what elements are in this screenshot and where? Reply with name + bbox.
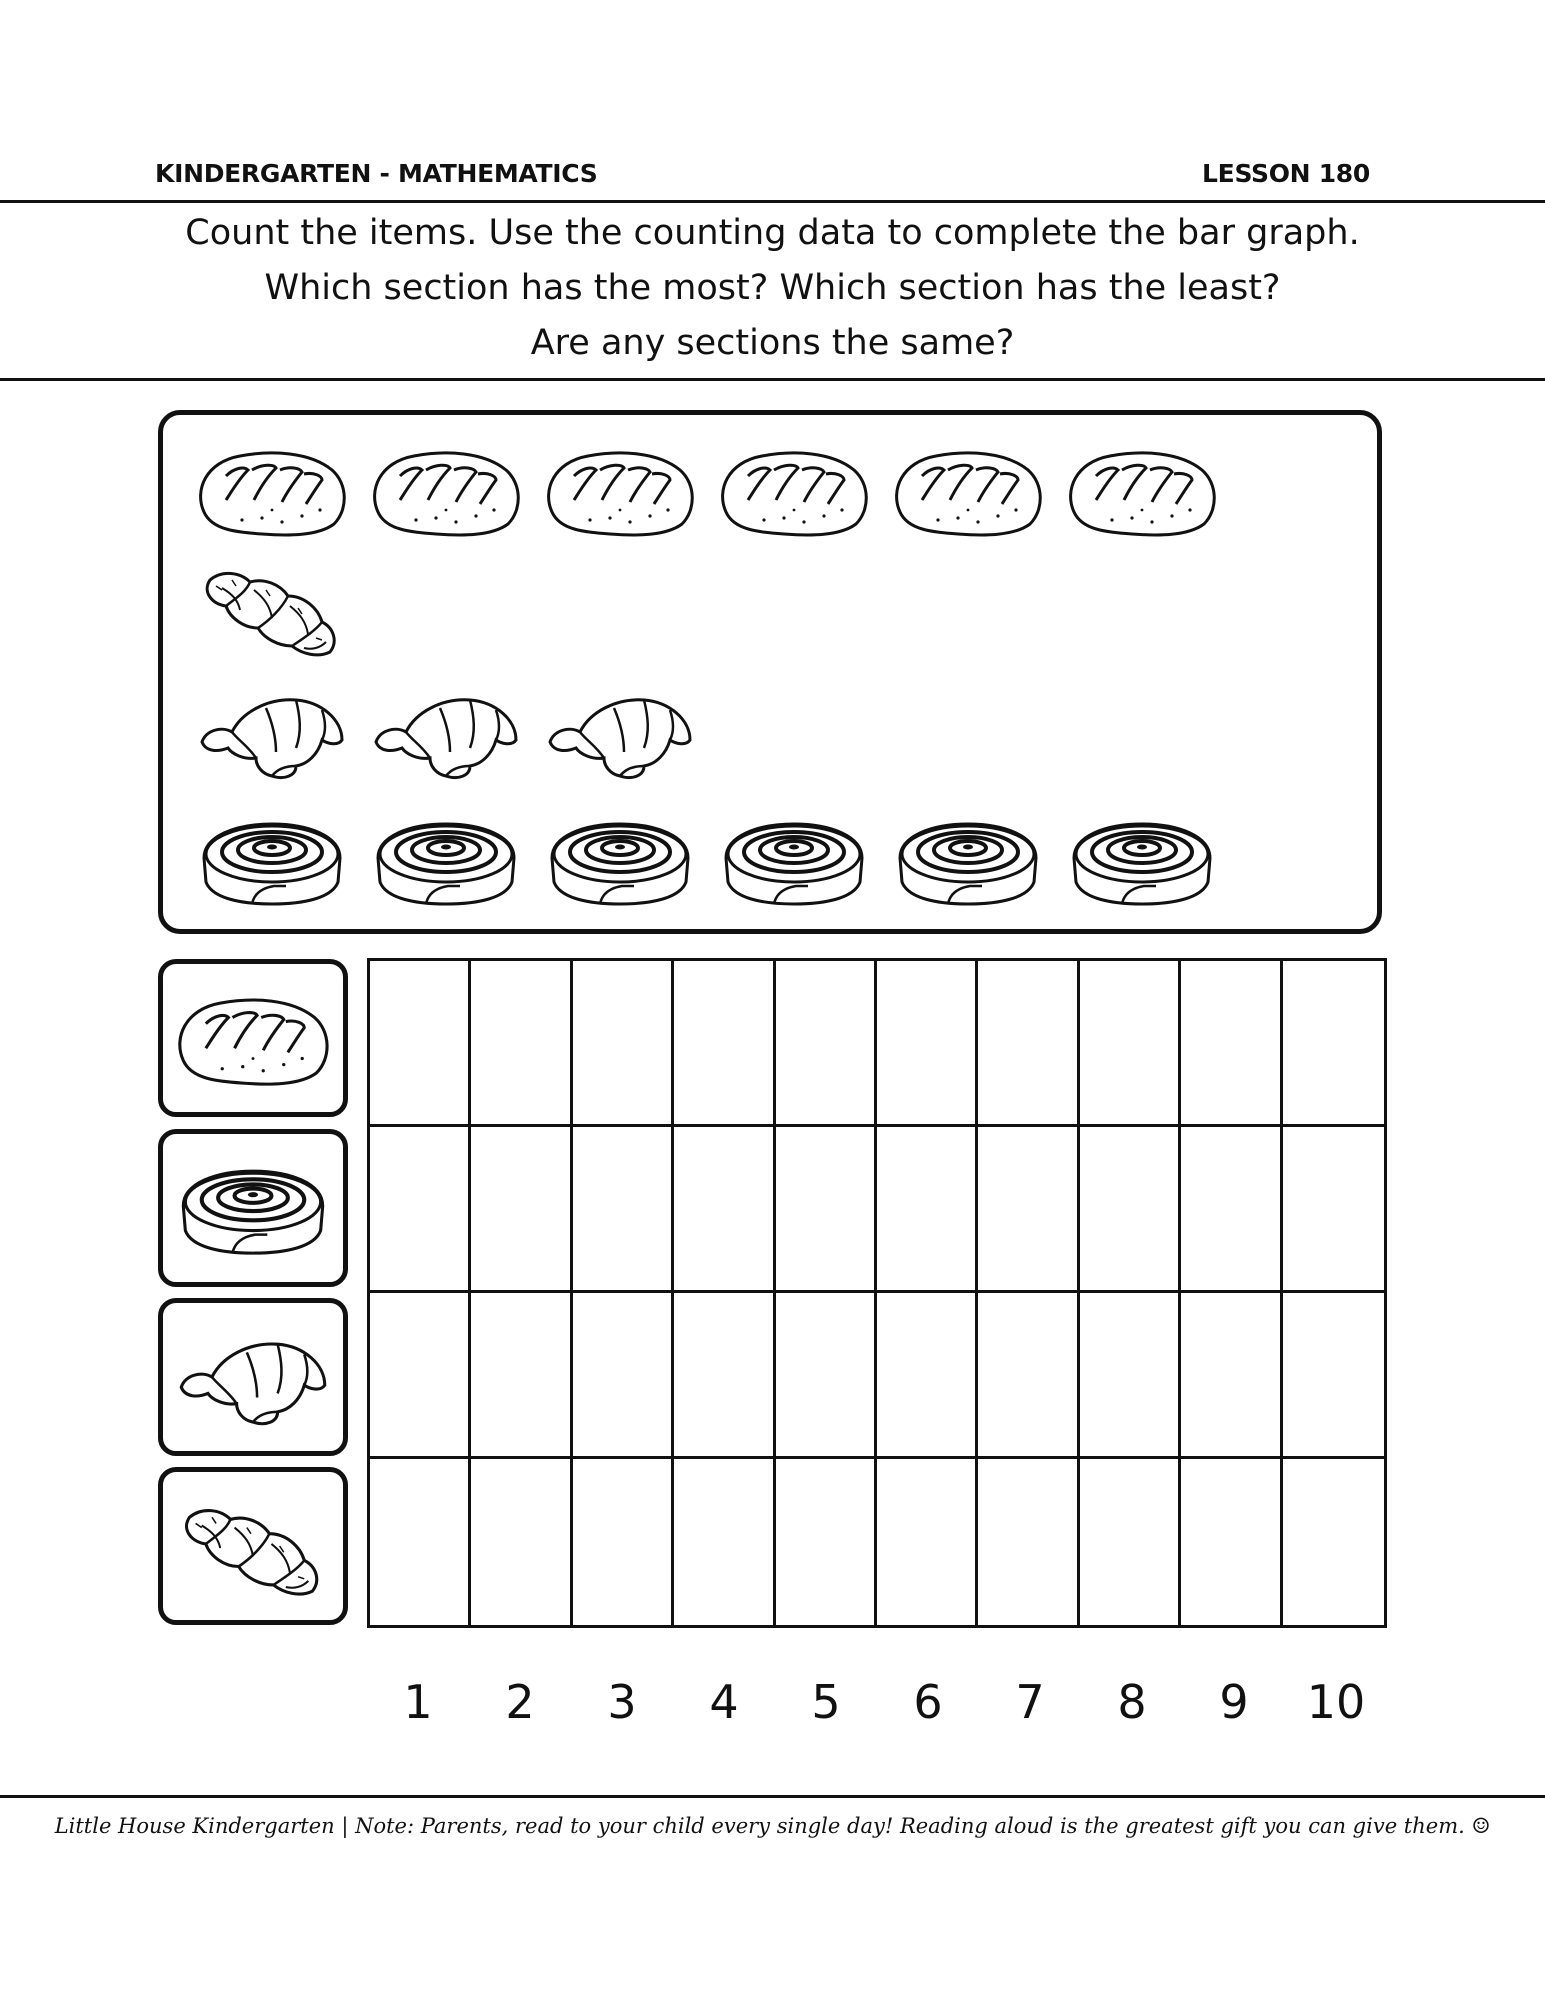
graph-cell[interactable] [978,1293,1079,1459]
graph-cell[interactable] [674,1127,775,1293]
axis-number: 7 [1015,1675,1045,1729]
graph-cell[interactable] [573,961,674,1127]
graph-cell[interactable] [1080,961,1181,1127]
header-divider [0,200,1545,203]
axis-number: 6 [913,1675,943,1729]
braided-bread-icon [192,558,352,658]
bread-loaf-icon [366,440,526,540]
graph-cell[interactable] [1283,1293,1384,1459]
footer-divider [0,1795,1545,1798]
axis-number: 8 [1117,1675,1147,1729]
croissant-icon [366,682,526,782]
axis-number: 1 [403,1675,433,1729]
graph-cell[interactable] [1283,961,1384,1127]
graph-cell[interactable] [573,1127,674,1293]
braided-bread-row [185,553,359,663]
cinnamon-roll-icon [888,810,1048,910]
counting-items-box [158,410,1382,934]
graph-cell[interactable] [573,1459,674,1625]
graph-cell[interactable] [1181,1293,1282,1459]
graph-cell[interactable] [776,961,877,1127]
cinnamon-roll-icon [1062,810,1222,910]
graph-cell[interactable] [978,1127,1079,1293]
graph-cell[interactable] [978,1459,1079,1625]
croissant-icon [540,682,700,782]
lesson-number: LESSON 180 [1202,158,1370,188]
page-header [155,155,1370,191]
graph-cell[interactable] [573,1293,674,1459]
instruction-line: Which section has the most? Which section has the least? [264,268,1281,308]
graph-cell[interactable] [370,1127,471,1293]
graph-cell[interactable] [471,1293,572,1459]
graph-cell[interactable] [776,1459,877,1625]
graph-label-braided-bread [158,1467,348,1625]
cinnamon-roll-icon [366,810,526,910]
graph-cell[interactable] [370,961,471,1127]
axis-number: 5 [811,1675,841,1729]
croissant-icon [192,682,352,782]
graph-cell[interactable] [978,961,1079,1127]
graph-cell[interactable] [471,1127,572,1293]
instructions-divider [0,378,1545,381]
graph-label-croissant [158,1298,348,1456]
bread-loaf-icon [888,440,1048,540]
graph-cell[interactable] [1283,1459,1384,1625]
graph-cell[interactable] [1080,1459,1181,1625]
graph-cell[interactable] [877,1127,978,1293]
instruction-line: Count the items. Use the counting data to complete the bar graph. [185,213,1360,253]
graph-cell[interactable] [674,1459,775,1625]
croissant-row [185,677,707,787]
graph-cell[interactable] [1080,1127,1181,1293]
graph-cell[interactable] [1181,1459,1282,1625]
croissant-icon [171,1325,335,1429]
cinnamon-roll-icon [540,810,700,910]
axis-number: 4 [709,1675,739,1729]
braided-bread-icon [171,1494,335,1598]
graph-cell[interactable] [776,1293,877,1459]
graph-axis-numbers [367,1672,1387,1732]
bread-loaf-icon [540,440,700,540]
graph-cell[interactable] [877,961,978,1127]
graph-cell[interactable] [471,961,572,1127]
graph-cell[interactable] [674,961,775,1127]
instruction-line: Are any sections the same? [530,323,1015,363]
axis-number: 10 [1306,1675,1366,1729]
graph-label-bread-loaf [158,959,348,1117]
axis-number: 2 [505,1675,535,1729]
axis-number: 9 [1219,1675,1249,1729]
cinnamon-roll-icon [192,810,352,910]
graph-cell[interactable] [370,1293,471,1459]
graph-cell[interactable] [877,1293,978,1459]
graph-cell[interactable] [877,1459,978,1625]
bread-loaf-icon [192,440,352,540]
bread-loaf-icon [714,440,874,540]
instructions [0,206,1545,371]
graph-cell[interactable] [674,1293,775,1459]
cinnamon-roll-icon [714,810,874,910]
bread-loaf-icon [1062,440,1222,540]
graph-cell[interactable] [776,1127,877,1293]
cinnamon-roll-icon [171,1156,335,1260]
graph-cell[interactable] [1181,1127,1282,1293]
graph-cell[interactable] [1283,1127,1384,1293]
footer-note: Little House Kindergarten | Note: Parents, read to your child every single day! Reading aloud is the greatest gift you can give them. ☺ [54,1814,1491,1838]
graph-cell[interactable] [471,1459,572,1625]
bread-loaf-icon [171,986,335,1090]
bread-loaf-row [185,435,1229,545]
graph-label-cinnamon-roll [158,1129,348,1287]
subject-title: KINDERGARTEN - MATHEMATICS [155,158,598,188]
graph-cell[interactable] [1080,1293,1181,1459]
cinnamon-roll-row [185,805,1229,915]
graph-cell[interactable] [370,1459,471,1625]
graph-cell[interactable] [1181,961,1282,1127]
axis-number: 3 [607,1675,637,1729]
bar-graph-grid [367,958,1387,1628]
